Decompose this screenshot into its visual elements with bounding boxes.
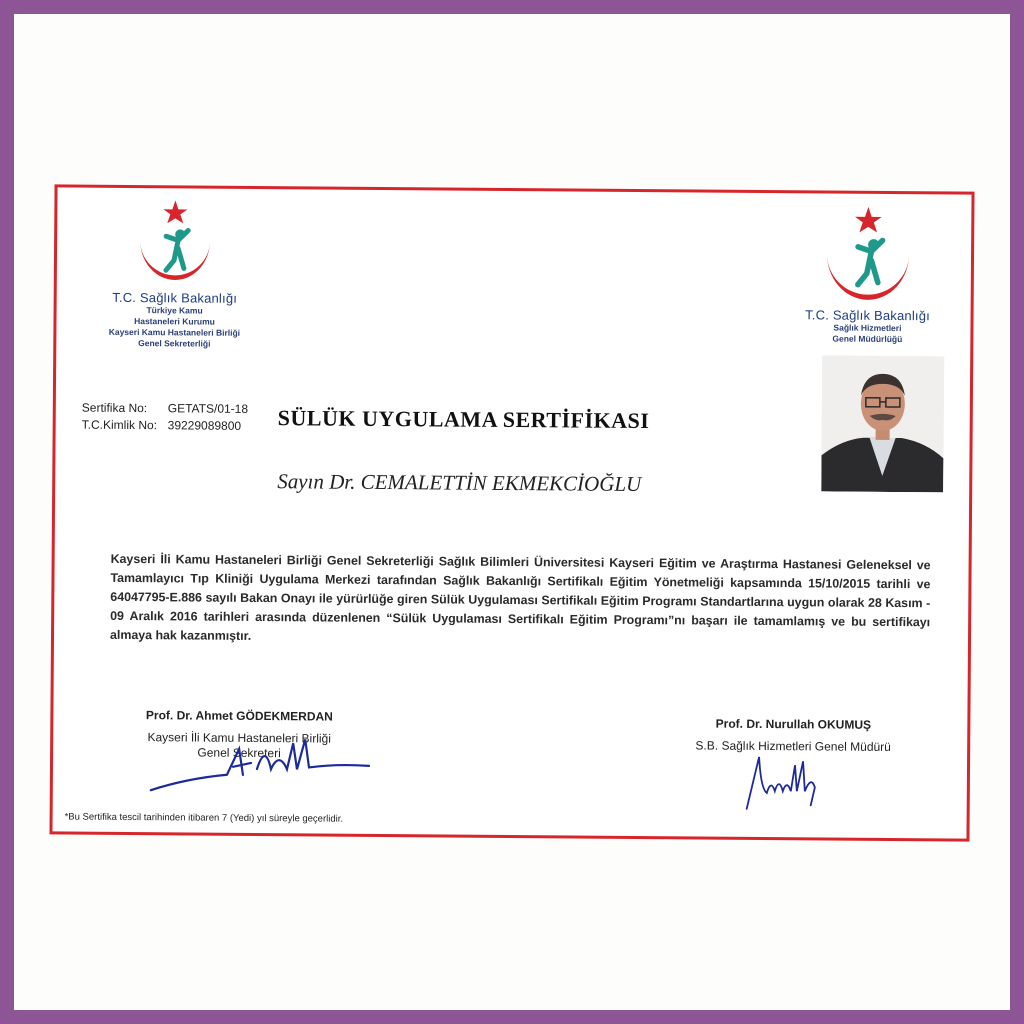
right-signer-title-1: S.B. Sağlık Hizmetleri Genel Müdürü [695, 738, 891, 754]
ministry-crescent-star-icon [130, 198, 221, 291]
cert-no-value: GETATS/01-18 [167, 401, 249, 416]
ministry-crescent-star-icon [818, 203, 919, 308]
right-handwritten-signature [741, 749, 842, 816]
right-ministry-sub-2: Genel Müdürlüğü [832, 333, 903, 345]
recipient-photo [821, 355, 944, 492]
id-value: 39229089800 [167, 418, 242, 433]
cert-no-label: Sertifika No: [81, 400, 148, 416]
left-signer-name: Prof. Dr. Ahmet GÖDEKMERDAN [145, 708, 333, 724]
right-ministry-name: T.C. Sağlık Bakanlığı [805, 307, 931, 324]
faint-stamp [769, 655, 890, 756]
validity-footnote: *Bu Sertifika tescil tarihinden itibaren 7 (Yedi) yıl süreyle geçerlidir. [64, 811, 344, 825]
certificate-body: Kayseri İli Kamu Hastaneleri Birliği Genel Sekreterliği Sağlık Bilimleri Üniversitesi Kayseri Eğitim ve Araştırma Hastanesi Geleneksel ve Tamamlayıcı Tıp Kliniği Uygulama Merkezi tarafından Sağlık Bakanlığı Sertifikalı Eğitim Yönetmeliği kapsamında 15/10/2015 tarihli ve 64047795-E.886 sayılı Bakan Onayı ile yürürlüğe giren Sülük Uygulaması Sertifikalı Eğitim Programı Standartlarına uygun olarak 28 Kasım - 09 Aralık 2016 tarihleri arasında düzenlenen “Sülük Uygulaması Sertifikalı Eğitim Programı”nı başarı ile tamamlamış ve bu sertifikayı almaya hak kazanmıştır. [109, 551, 931, 643]
left-ministry-sub-1: Türkiye Kamu [146, 305, 203, 316]
right-signer-name: Prof. Dr. Nurullah OKUMUŞ [715, 716, 872, 732]
left-ministry-sub-3: Kayseri Kamu Hastaneleri Birliği [108, 326, 241, 338]
left-ministry-sub-2: Hastaneleri Kurumu [134, 316, 215, 327]
certificate-title: SÜLÜK UYGULAMA SERTİFİKASI [277, 405, 650, 434]
left-signer-title-2: Genel Sekreteri [197, 745, 281, 761]
left-handwritten-signature [147, 728, 378, 800]
left-signer-title-1: Kayseri İli Kamu Hastaneleri Birliği [147, 730, 331, 746]
recipient-name: Sayın Dr. CEMALETTİN EKMEKCİOĞLU [277, 469, 642, 497]
certificate-meta [82, 400, 249, 435]
left-ministry-sub-4: Genel Sekreterliği [138, 338, 211, 349]
right-ministry-logo [792, 203, 943, 345]
id-label: T.C.Kimlik No: [81, 417, 158, 433]
right-ministry-sub-1: Sağlık Hizmetleri [833, 322, 902, 334]
left-ministry-name: T.C. Sağlık Bakanlığı [112, 289, 238, 306]
certificate [49, 184, 974, 841]
left-ministry-logo [84, 198, 265, 350]
